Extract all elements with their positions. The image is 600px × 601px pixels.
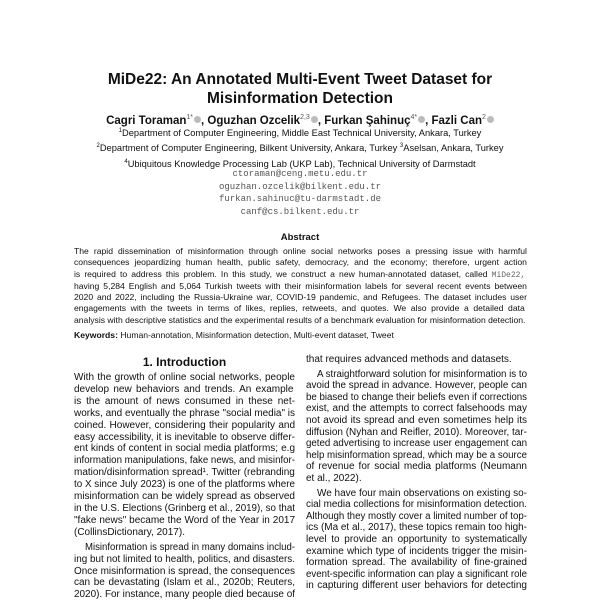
text-line: in the U.S. Elections (Grinberg et al., 2019), so that bbox=[74, 502, 296, 514]
text-line: We have four main observations on existing so- bbox=[317, 487, 528, 499]
paragraph bbox=[306, 488, 527, 592]
text-line: develop new behaviors and trends. An example bbox=[74, 383, 294, 395]
text-line: "fake news" became the Word of the Year in 2017 bbox=[74, 514, 296, 526]
text-line: Once misinformation is spread, the consequences bbox=[74, 565, 295, 577]
text-line: easy accessibility, it is inevitable to observe differ- bbox=[74, 431, 295, 443]
text-line: examine which type of incidents trigger the misin- bbox=[306, 545, 528, 557]
author-name: Furkan Şahinuç bbox=[324, 114, 411, 127]
text-line: coined. However, considering their popularity and bbox=[74, 419, 296, 431]
text-line: event-specific information can play a significant role bbox=[306, 568, 528, 580]
text-line: A straightforward solution for misinformation is to bbox=[317, 368, 528, 380]
orcid-icon[interactable] bbox=[418, 116, 425, 123]
text-line: Although they mostly cover a limited number of top- bbox=[306, 510, 528, 522]
text-line: to X since July 2023) is one of the platforms where bbox=[74, 479, 295, 491]
text-line: exist, and the attempts to correct falsehoods may bbox=[306, 403, 527, 415]
text-line: level to provide an opportunity to systematically bbox=[306, 533, 528, 545]
text-line: engagements with the tweets in terms of likes, replies, retweets, and quotes. We also provide a detailed data bbox=[74, 303, 525, 314]
text-line: ics (Ma et al., 2017), these topics remain too high- bbox=[306, 522, 528, 534]
paragraph bbox=[306, 369, 527, 485]
paper-title: MiDe22: An Annotated Multi-Event Tweet Dataset for Misinformation Detection bbox=[107, 71, 493, 107]
text-line: analysis with descriptive statistics and the experimental results of a benchmark evaluation for misinformation detection. bbox=[74, 314, 526, 325]
text-line: formation spread. The availability of fine-grained bbox=[306, 557, 527, 569]
orcid-icon[interactable] bbox=[487, 116, 494, 123]
author-name: Cagri Toraman bbox=[106, 114, 187, 127]
paragraph bbox=[74, 372, 295, 539]
author-list: Cagri Toraman$^{1*}$ , Oguzhan Ozcelik$^{2,3}$ , Furkan Şahinuç$^{4*}$ , Fazli Can$^2$ bbox=[0, 111, 600, 128]
text-line: ent kinds of content in social media platforms; e.g bbox=[74, 443, 296, 455]
text-line: The rapid dissemination of misinformation through online social networks poses a pressing issue with harmful bbox=[74, 246, 527, 256]
text-line: With the growth of online social networks, people bbox=[74, 372, 295, 383]
text-line: information manipulations, fake news, and misinfor- bbox=[74, 455, 296, 467]
email[interactable]: canf@cs.bilkent.edu.tr bbox=[240, 207, 360, 218]
left-column bbox=[74, 372, 295, 601]
text-line: misinformation can be widely spread as observed bbox=[74, 491, 295, 503]
text-line: of revenue for social media platforms (Neumann bbox=[306, 461, 527, 473]
text-line: in capturing different user behaviors for detecting bbox=[306, 580, 527, 592]
text-line: mation/disinformation spread¹. Twitter (rebranding bbox=[74, 467, 295, 479]
keywords: Keywords: Human-annotation, Misinformation detection, Multi-event dataset, Tweet bbox=[74, 330, 394, 340]
abstract-text bbox=[74, 246, 527, 326]
text-line: 2020). For instance, many people died because of bbox=[74, 589, 295, 601]
email[interactable]: oguzhan.ozcelik@bilkent.edu.tr bbox=[218, 181, 382, 192]
email[interactable]: ctoraman@ceng.metu.edu.tr bbox=[232, 169, 368, 179]
author-name: Oguzhan Ozcelik bbox=[207, 114, 301, 127]
orcid-icon[interactable] bbox=[311, 116, 318, 123]
dataset-name: MiDe22, bbox=[491, 270, 526, 280]
paragraph bbox=[74, 542, 295, 601]
text-line: et al., 2022). bbox=[306, 472, 362, 484]
text-line: geted advertising to increase user engagement can bbox=[306, 438, 528, 450]
email[interactable]: furkan.sahinuc@tu-darmstadt.de bbox=[218, 194, 382, 205]
right-column bbox=[306, 354, 527, 592]
text-line: diffusion (Nyhan and Reifler, 2010). Moreover, tar- bbox=[306, 426, 528, 438]
text-line: works, and eventually the phrase "social media" is bbox=[74, 407, 295, 419]
text-line: is the amount of news consumed in these net- bbox=[74, 395, 295, 407]
text-line: can be devastating (Islam et al., 2020b; Reuters, bbox=[74, 577, 296, 589]
author-name: Fazli Can bbox=[431, 114, 482, 127]
text-line: having 5,284 English and 5,064 Turkish tweets with their misinformation labels for several recent events between bbox=[74, 280, 527, 291]
text-line: that requires advanced methods and datasets. bbox=[306, 354, 512, 365]
text-line: Misinformation is spread in many domains includ- bbox=[85, 541, 296, 553]
affiliations: $^1$Department of Computer Engineering, Middle East Technical University, Ankara, Turkey $^2$Department of Computer Engineering, Bilkent University, Ankara, Turkey $^3$Aselsan, Ankara, Turkey $^4$Ubiquitous Knowledge Processing Lab (UKP Lab), Technical University of Darmstadt bbox=[96, 128, 504, 169]
text-line: be biased to change their beliefs even if corrections bbox=[306, 391, 527, 403]
text-line: is required to address this problem. In this study, we construct a new human-annotated dataset, called MiDe22, bbox=[74, 268, 526, 280]
paragraph bbox=[306, 354, 527, 366]
text-line: cial media collections for misinformation detection. bbox=[306, 499, 527, 511]
section-heading: 1. Introduction bbox=[142, 355, 227, 369]
text-line: help misinformation spread, which may be a source bbox=[306, 449, 528, 461]
emails bbox=[0, 168, 600, 219]
text-line: not avoid its spread and even sometimes help its bbox=[306, 414, 528, 426]
orcid-icon[interactable] bbox=[194, 116, 201, 123]
text-line: avoid the spread in advance. However, people can bbox=[306, 380, 527, 392]
text-line: consequences jeopardizing human health, public safety, democracy, and the economy; therefore, urgent action bbox=[74, 257, 527, 268]
text-line: 2020 and 2022, including the Russia-Ukraine war, COVID-19 pandemic, and Refugees. The dataset includes user bbox=[74, 292, 527, 303]
abstract-heading: Abstract bbox=[280, 232, 320, 243]
text-line: ing but not limited to health, politics, and disasters. bbox=[74, 553, 296, 565]
text-line: (CollinsDictionary, 2017). bbox=[74, 526, 185, 538]
